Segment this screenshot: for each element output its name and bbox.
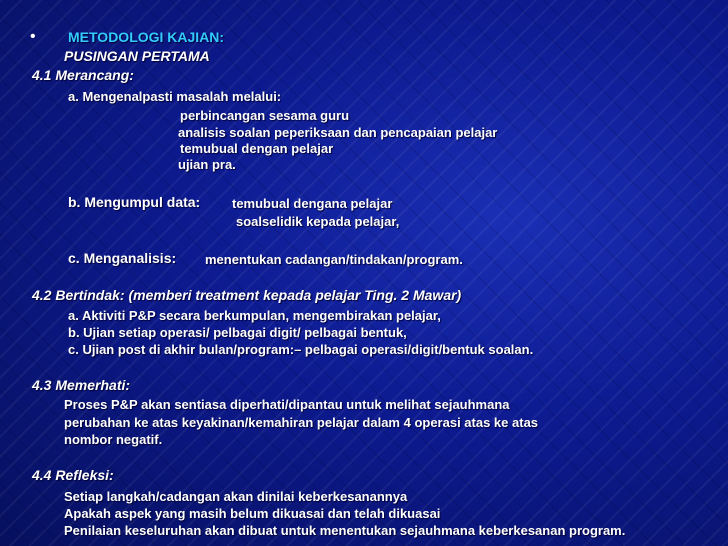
s41-b-item: soalselidik kepada pelajar, bbox=[236, 214, 400, 229]
s43-line: nombor negatif. bbox=[64, 432, 163, 447]
heading: METODOLOGI KAJIAN: bbox=[68, 29, 225, 45]
s41-c-label: c. Menganalisis: bbox=[68, 250, 177, 266]
s41-c-text: menentukan cadangan/tindakan/program. bbox=[205, 252, 463, 267]
bullet-icon: • bbox=[30, 28, 36, 45]
section-4-1-title: 4.1 Merancang: bbox=[32, 67, 134, 83]
s41-a-item: perbincangan sesama guru bbox=[180, 108, 350, 123]
s42-item: b. Ujian setiap operasi/ pelbagai digit/ pelbagai bentuk, bbox=[68, 325, 407, 340]
s43-line: Proses P&P akan sentiasa diperhati/dipantau untuk melihat sejauhmana bbox=[64, 397, 510, 412]
s41-a-item: analisis soalan peperiksaan dan pencapaian pelajar bbox=[178, 125, 498, 140]
section-4-2-title: 4.2 Bertindak: (memberi treatment kepada pelajar Ting. 2 Mawar) bbox=[32, 287, 462, 303]
s44-line: Penilaian keseluruhan akan dibuat untuk menentukan sejauhmana keberkesanan program. bbox=[64, 523, 626, 538]
s41-a-item: temubual dengan pelajar bbox=[180, 141, 334, 156]
subheading: PUSINGAN PERTAMA bbox=[64, 48, 210, 64]
s41-b-label: b. Mengumpul data: bbox=[68, 194, 201, 210]
s42-item: a. Aktiviti P&P secara berkumpulan, mengembirakan pelajar, bbox=[68, 308, 441, 323]
s42-item: c. Ujian post di akhir bulan/program:– pelbagai operasi/digit/bentuk soalan. bbox=[68, 342, 534, 357]
s44-line: Setiap langkah/cadangan akan dinilai keberkesanannya bbox=[64, 489, 408, 504]
s43-line: perubahan ke atas keyakinan/kemahiran pelajar dalam 4 operasi atas ke atas bbox=[64, 415, 539, 430]
s41-a-label: a. Mengenalpasti masalah melalui: bbox=[68, 89, 282, 104]
section-4-3-title: 4.3 Memerhati: bbox=[32, 377, 131, 393]
s41-b-item: temubual dengana pelajar bbox=[232, 196, 393, 211]
s44-line: Apakah aspek yang masih belum dikuasai dan telah dikuasai bbox=[64, 506, 441, 521]
section-4-4-title: 4.4 Refleksi: bbox=[32, 467, 114, 483]
s41-a-item: ujian pra. bbox=[178, 157, 236, 172]
